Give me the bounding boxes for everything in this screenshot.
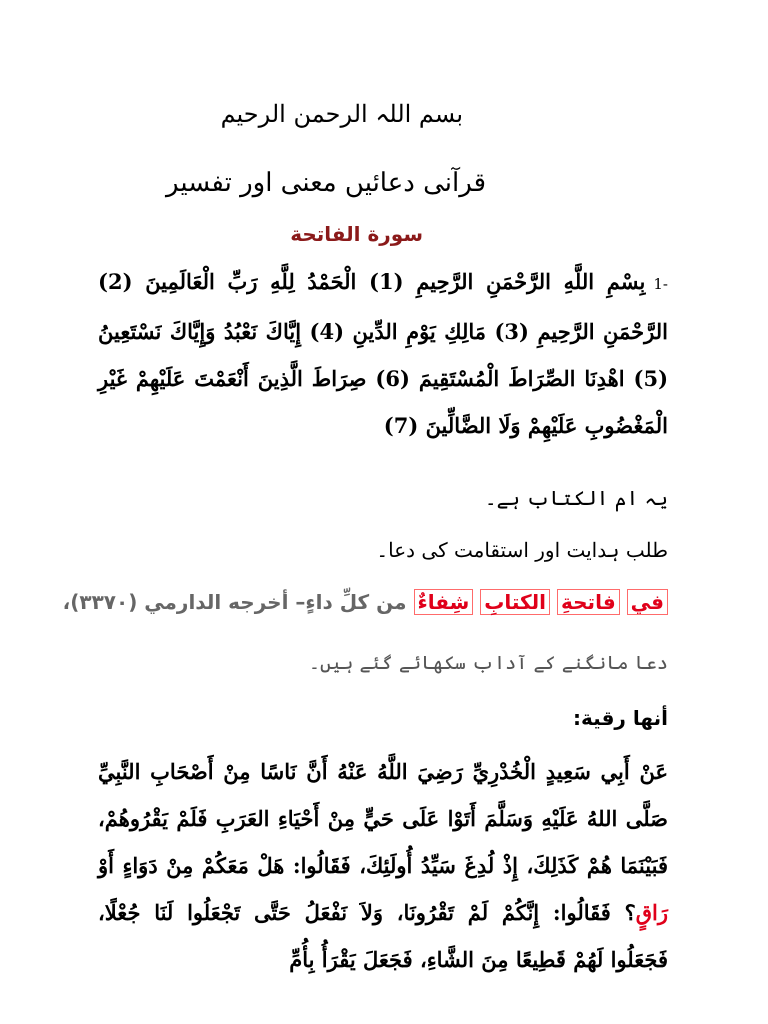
highlight-kitab: الكتابِ	[480, 589, 550, 615]
highlight-fatiha: فاتحةِ	[557, 589, 620, 615]
hadith-reference-text: من كلِّ داءٍ– أخرجه الدارمي (٣٣٧٠)،	[62, 590, 407, 614]
note-guidance: طلب ہدایت اور استقامت کی دعا۔	[376, 538, 668, 562]
note-umm-al-kitab: یہ ام الکتاب ہے۔	[484, 486, 668, 510]
verses-text: بِسْمِ اللَّهِ الرَّحْمَنِ الرَّحِيمِ (1) الْحَمْدُ لِلَّهِ رَبِّ الْعَالَمِينَ (2) الرَّحْمَنِ الرَّحِيمِ (3) مَالِكِ يَوْمِ الدِّينِ (4) إِيَّاكَ نَعْبُدُ وَإِيَّاكَ نَسْتَعِينُ (5) اهْدِنَا الصِّرَاطَ الْمُسْتَقِيمَ (6) صِرَاطَ الَّذِينَ أَنْعَمْتَ عَلَيْهِمْ غَيْرِ الْمَغْضُوبِ عَلَيْهِمْ وَلَا الضَّالِّينَ (7)	[98, 269, 668, 438]
highlighted-word-raq: رَاقٍ	[635, 900, 668, 925]
hadith-text-part1: عَنْ أَبِي سَعِيدٍ الْخُدْرِيِّ رَضِيَ اللَّهُ عَنْهُ أَنَّ نَاسًا مِنْ أَصْحَابِ النَّبِيِّ صَلَّى اللهُ عَلَيْهِ وَسَلَّمَ أَتَوْا عَلَى حَيٍّ مِنْ أَحْيَاءِ العَرَبِ فَلَمْ يَقْرُوهُمْ، فَبَيْنَمَا هُمْ كَذَلِكَ، إِذْ لُدِغَ سَيِّدُ أُولَئِكَ، فَقَالُوا: هَلْ مَعَكُمْ مِنْ دَوَاءٍ أَوْ	[98, 759, 668, 878]
hadith-reference-line	[63, 590, 668, 614]
page-title: قرآنی دعائیں معنی اور تفسیر	[166, 168, 486, 198]
note-adab: دعا مانگنے کے آداب سکھائے گئے ہیں۔	[308, 652, 668, 674]
hadith-text	[98, 748, 668, 983]
bismillah-heading: بسم اللہ الرحمن الرحیم	[220, 100, 463, 128]
hadith-text-part2: ؟ فَقَالُوا: إِنَّكُمْ لَمْ تَقْرُونَا، وَلاَ نَفْعَلُ حَتَّى تَجْعَلُوا لَنَا جُعْلًا، فَجَعَلُوا لَهُمْ قَطِيعًا مِنَ الشَّاءِ، فَجَعَلَ يَقْرَأُ بِأُمِّ	[98, 900, 668, 972]
raqiya-label: أنها رقية:	[573, 706, 668, 730]
highlight-fi: في	[627, 589, 668, 615]
highlight-shifa: شِفاءٌ	[414, 589, 474, 615]
verse-number-marker: -1	[653, 275, 668, 293]
surah-fatiha-verses	[98, 258, 668, 449]
surah-title: سورة الفاتحة	[290, 222, 423, 246]
